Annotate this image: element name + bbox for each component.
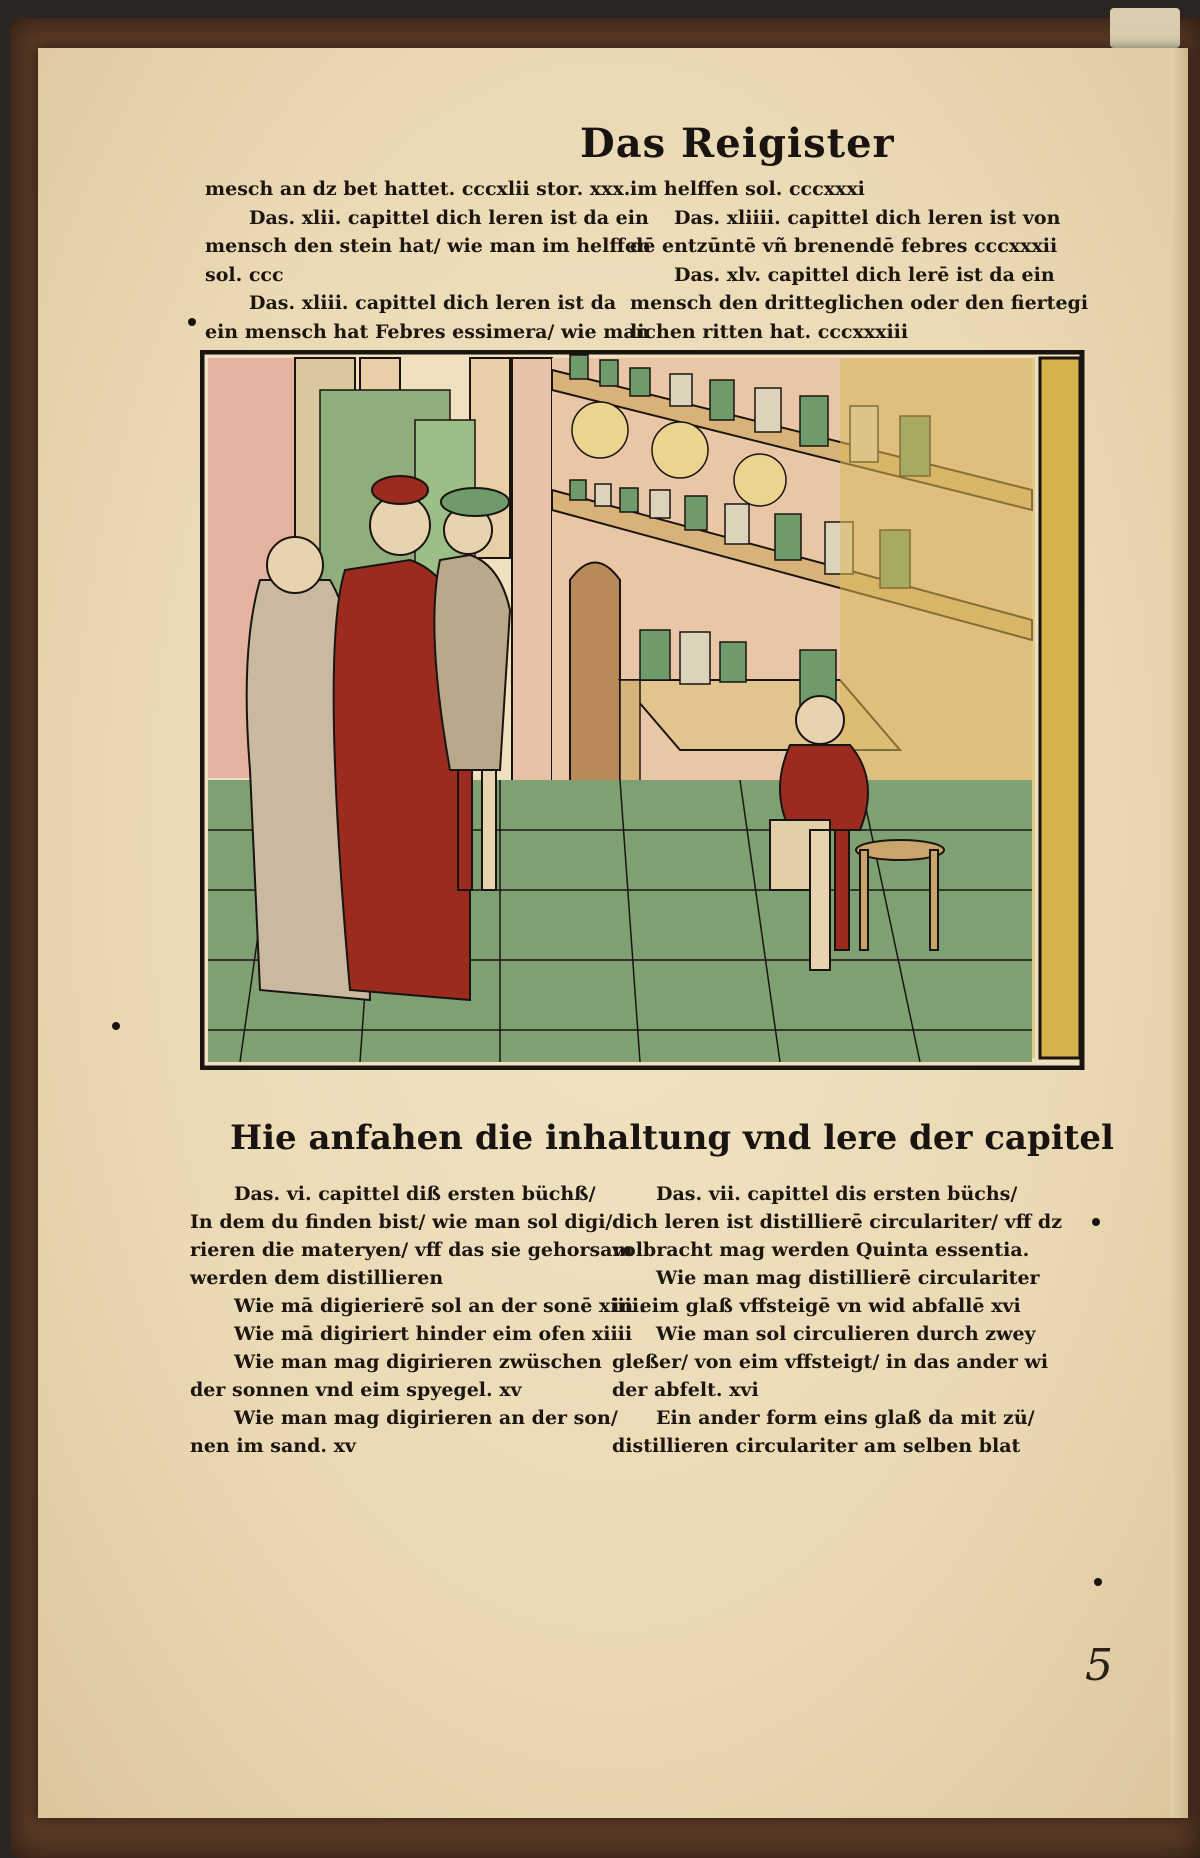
doorway [570,563,620,791]
top-left-column [205,175,651,346]
text-line: mensch den stein hat/ wie man im helffen [205,235,651,257]
text-line: der abfelt. xvi [612,1379,759,1401]
text-line: dich leren ist distillierē circulariter/ vff dz [612,1211,1062,1233]
text-line: Das. vii. capittel dis ersten büchs/ [656,1183,1018,1205]
top-right-column [630,175,1089,346]
bottom-right-column [612,1180,1062,1460]
right-frame-bar [1040,358,1080,1058]
text-line: Ein ander form eins glaß da mit zü/ [656,1407,1035,1429]
text-line: Wie man mag digirieren an der son/ [234,1407,618,1429]
text-line: Das. xlii. capittel dich leren ist da ein [249,206,649,229]
text-line: distillieren circulariter am selben blat [612,1435,1021,1457]
text-line: Das. xliii. capittel dich leren ist da [249,292,617,314]
text-line: nen im sand. xv [190,1435,356,1457]
text-line: lichen ritten hat. cccxxxiii [630,320,909,343]
text-line: Wie man mag distillierē circulariter [656,1267,1040,1289]
page-edge [1170,48,1188,1818]
text-line: werden dem distillieren [190,1267,444,1289]
woodcut-illustration [200,350,1085,1070]
text-line: Wie man sol circulieren durch zwey [656,1323,1036,1345]
binding-tab [1110,8,1180,48]
text-line: Das. xlv. capittel dich lerē ist da ein [674,263,1055,286]
text-line: gleßer/ von eim vffsteigt/ in das ander wi [612,1351,1049,1373]
text-line: volbracht mag werden Quinta essentia. [612,1239,1030,1261]
text-line: in eim glaß vffsteigē vn wid abfallē xvi [612,1295,1021,1317]
text-line: mensch den dritteglichen oder den fiertegi [630,292,1089,314]
text-line: Wie mā digierierē sol an der sonē xiiii. [234,1295,646,1317]
text-line: im helffen sol. cccxxxi [630,178,865,200]
text-line: dē entzūntē vñ brenendē febres cccxxxii [630,235,1058,257]
text-line: mesch an dz bet hattet. cccxlii stor. xxx. [205,178,631,200]
running-head: Das Reigister [580,120,895,167]
section-heading: Hie anfahen die inhaltung vnd lere der capitel [230,1118,1114,1158]
text-line: Das. vi. capittel diß ersten büchß/ [234,1183,596,1205]
bottom-left-column [190,1180,646,1460]
margin-dot [112,1022,120,1030]
margin-dot [1092,1218,1100,1226]
text-line: Wie man mag digirieren zwüschen [234,1351,602,1373]
text-line: In dem du finden bist/ wie man sol digi/ [190,1211,613,1233]
margin-dot [188,318,196,326]
text-line: rieren die materyen/ vff das sie gehorsam [190,1239,633,1261]
text-line: der sonnen vnd eim spyegel. xv [190,1379,522,1401]
text-line: ein mensch hat Febres essimera/ wie man [205,320,650,343]
folio-mark: 5 [1085,1640,1113,1691]
center-pillar [512,358,552,838]
text-line: Wie mā digiriert hinder eim ofen xiiii [234,1323,633,1345]
text-line: sol. ccc [205,263,284,286]
margin-dot [1094,1578,1102,1586]
text-line: Das. xliiii. capittel dich leren ist von [674,206,1061,229]
